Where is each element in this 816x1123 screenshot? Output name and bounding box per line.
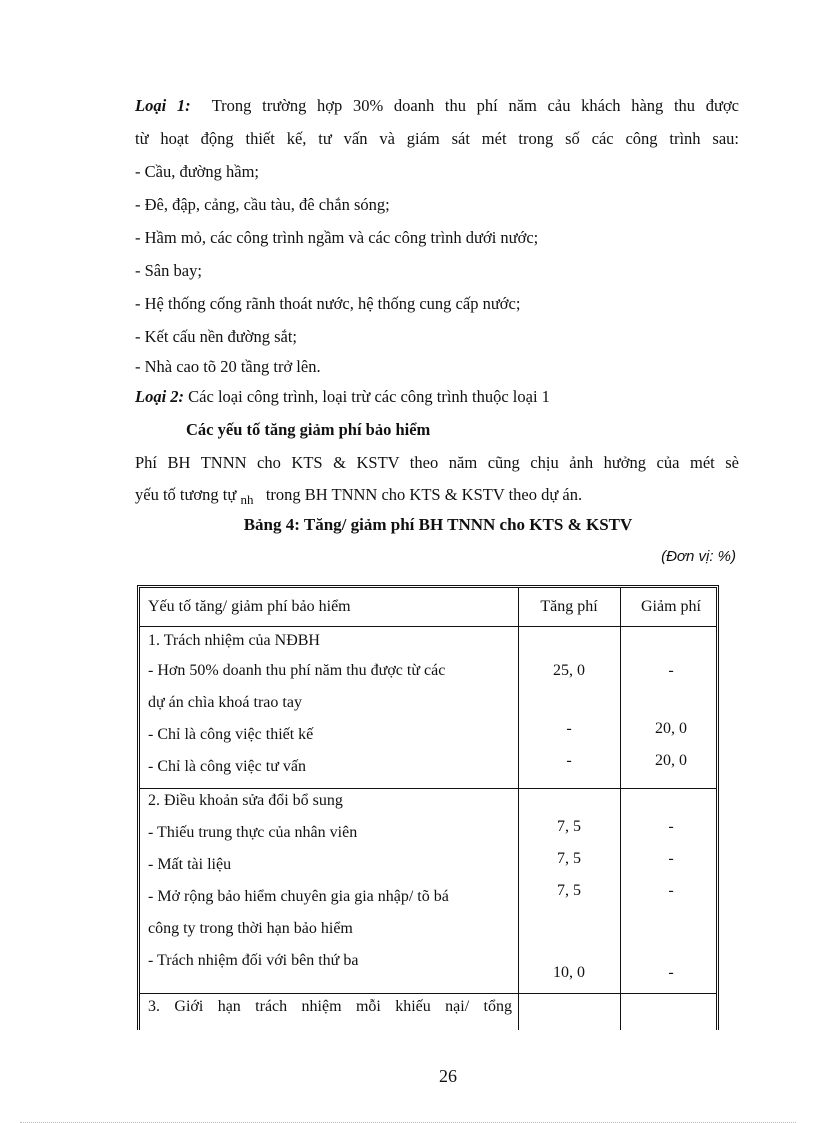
- loai1-text1: Trong trường hợp 30% doanh thu phí năm cảu khách hàng thu được: [211, 96, 739, 115]
- loai1-item: - Sân bay;: [135, 261, 202, 280]
- table-header-factor: Yếu tố tăng/ giảm phí bảo hiểm: [148, 598, 351, 615]
- table-cell-decrease: -: [668, 850, 674, 867]
- table-cell: dự án chìa khoá trao tay: [148, 694, 302, 711]
- loai1-item: - Hầm mỏ, các công trình ngầm và các công trình dưới nước;: [135, 228, 539, 247]
- loai1-label: Loại 1:: [135, 96, 191, 115]
- loai1-item: - Đê, đập, cảng, cầu tàu, đê chắn sóng;: [135, 195, 390, 214]
- loai1-item: - Nhà cao tõ 20 tầng trở lên.: [135, 357, 321, 376]
- table-cell-decrease: -: [668, 662, 674, 679]
- table-group-title: 2. Điều khoản sửa đổi bổ sung: [148, 792, 343, 809]
- table-cell-increase: 25, 0: [553, 662, 585, 679]
- table-cell-increase: 7, 5: [557, 850, 581, 867]
- loai2-label: Loại 2:: [135, 387, 185, 406]
- table-group-title: 1. Trách nhiệm của NĐBH: [148, 632, 320, 649]
- loai2-line: [135, 387, 550, 407]
- table-header-increase: Tăng phí: [540, 598, 598, 615]
- table-cell: - Thiếu trung thực của nhân viên: [148, 824, 358, 841]
- table-header-decrease: Giảm phí: [641, 598, 701, 615]
- table-caption: Bảng 4: Tăng/ giảm phí BH TNNN cho KTS & KSTV: [243, 515, 633, 534]
- table-cell: - Mở rộng bảo hiểm chuyên gia gia nhập/ tõ bá: [148, 888, 449, 905]
- table-row-divider: [140, 993, 716, 994]
- table-cell: - Chỉ là công việc thiết kế: [148, 726, 314, 743]
- table-cell: - Hơn 50% doanh thu phí năm thu được từ các: [148, 662, 446, 679]
- table-cell-increase: -: [566, 752, 572, 769]
- loai1-item: - Kết cấu nền đường sắt;: [135, 327, 297, 346]
- para-line1: Phí BH TNNN cho KTS & KSTV theo năm cũng chịu ảnh hưởng của mét sè: [135, 453, 739, 472]
- table-cell-decrease: 20, 0: [655, 720, 687, 737]
- loai1-line1: [135, 96, 739, 116]
- table-cell-increase: -: [566, 720, 572, 737]
- page-number: 26: [439, 1066, 457, 1086]
- table-cell-decrease: 20, 0: [655, 752, 687, 769]
- loai1-item: - Hệ thống cống rãnh thoát nước, hệ thống cung cấp nước;: [135, 294, 521, 313]
- table-group-title: 3. Giới hạn trách nhiệm mỗi khiếu nại/ tổng: [148, 998, 512, 1015]
- section-heading: Các yếu tố tăng giảm phí bảo hiểm: [186, 420, 431, 439]
- loai1-item: - Cầu, đường hầm;: [135, 162, 259, 181]
- loai2-text: Các loại công trình, loại trừ các công trình thuộc loại 1: [188, 387, 550, 406]
- para-line2-b: trong BH TNNN cho KTS & KSTV theo dự án.: [265, 485, 583, 504]
- table-cell: - Chỉ là công việc tư vấn: [148, 758, 306, 775]
- table-cell-increase: 7, 5: [557, 818, 581, 835]
- table-cell: - Mất tài liệu: [148, 856, 232, 873]
- table-cell-increase: 7, 5: [557, 882, 581, 899]
- para-line2: [135, 485, 582, 506]
- loai1-line2: từ hoạt động thiết kế, tư vấn và giám sát mét trong số các công trình sau:: [135, 129, 739, 148]
- table-cell: - Trách nhiệm đối với bên thứ ba: [148, 952, 359, 969]
- unit-note: (Đơn vị: %): [661, 548, 736, 565]
- para-line2-sub: nh: [240, 492, 254, 507]
- para-line2-a: yếu tố tương tự: [135, 485, 237, 504]
- table-row-divider: [140, 788, 716, 789]
- table-cell-decrease: -: [668, 882, 674, 899]
- table-cell-increase: 10, 0: [553, 964, 585, 981]
- table-cell: công ty trong thời hạn bảo hiểm: [148, 920, 353, 937]
- table-cell-decrease: -: [668, 818, 674, 835]
- table-row-divider: [140, 626, 716, 627]
- table-cell-decrease: -: [668, 964, 674, 981]
